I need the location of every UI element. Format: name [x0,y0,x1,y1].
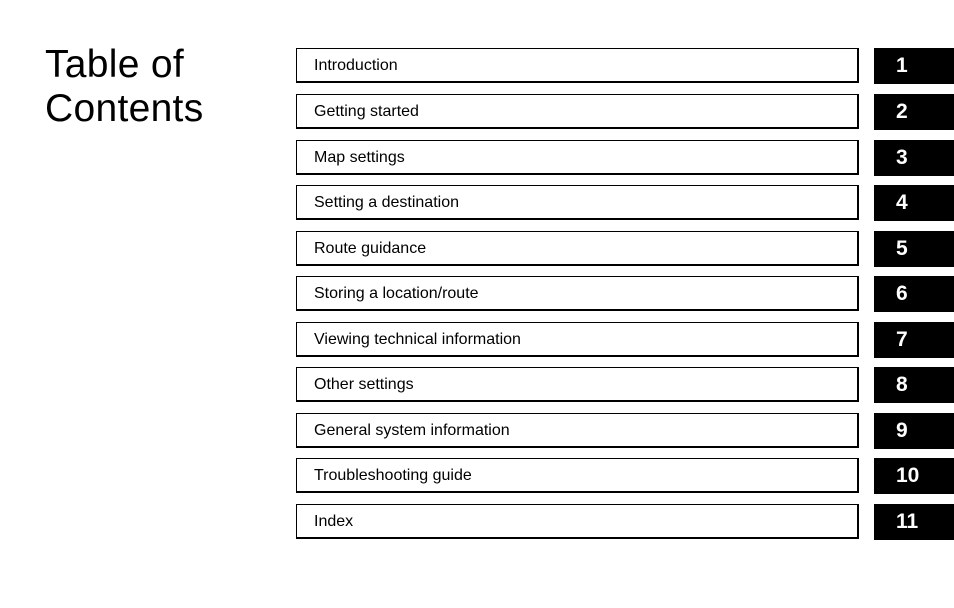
toc-entry-route-guidance[interactable] [296,231,954,267]
toc-label-box[interactable] [296,140,859,175]
chapter-tab[interactable] [874,94,954,130]
chapter-number: 8 [896,373,908,396]
chapter-number: 2 [896,100,908,123]
toc-label[interactable]: Setting a destination [314,194,459,211]
chapter-number: 7 [896,328,908,351]
chapter-number: 9 [896,419,908,442]
chapter-tab[interactable] [874,322,954,358]
chapter-number: 10 [896,464,920,487]
chapter-tab[interactable] [874,48,954,84]
toc-label[interactable]: Getting started [314,103,419,120]
toc-entry-getting-started[interactable] [296,94,954,130]
chapter-tab[interactable] [874,231,954,267]
toc-label-box[interactable] [296,276,859,311]
chapter-tab[interactable] [874,504,954,540]
chapter-number: 4 [896,191,908,214]
toc-label[interactable]: Other settings [314,376,414,393]
chapter-number: 3 [896,146,908,169]
toc-entry-setting-a-destination[interactable] [296,185,954,221]
chapter-number: 6 [896,282,908,305]
toc-label[interactable]: Map settings [314,149,405,166]
toc-label[interactable]: Troubleshooting guide [314,467,472,484]
page-title [45,43,204,131]
toc-label[interactable]: Route guidance [314,240,427,257]
toc-label[interactable]: Introduction [314,57,398,74]
toc-entry-storing-a-location-route[interactable] [296,276,954,312]
toc-label[interactable]: Index [314,513,354,530]
toc-label-box[interactable] [296,504,859,539]
toc-label-box[interactable] [296,185,859,220]
chapter-number: 1 [896,54,908,77]
toc-label-box[interactable] [296,413,859,448]
toc-label-box[interactable] [296,322,859,357]
toc-label-box[interactable] [296,231,859,266]
toc-label[interactable]: Storing a location/route [314,285,479,302]
toc-label[interactable]: Viewing technical information [314,331,521,348]
chapter-tab[interactable] [874,276,954,312]
chapter-tab[interactable] [874,458,954,494]
chapter-tab[interactable] [874,185,954,221]
toc-entry-troubleshooting-guide[interactable] [296,458,954,494]
toc-label-box[interactable] [296,94,859,129]
chapter-tab[interactable] [874,367,954,403]
chapter-tab[interactable] [874,413,954,449]
page-title-line-1: Table of [45,43,184,86]
toc-entry-index[interactable] [296,504,954,540]
toc-label-box[interactable] [296,367,859,402]
toc-label-box[interactable] [296,48,859,83]
toc-entry-viewing-technical-information[interactable] [296,322,954,358]
chapter-tab[interactable] [874,140,954,176]
chapter-number: 11 [896,510,919,533]
chapter-number: 5 [896,237,908,260]
toc-entry-general-system-information[interactable] [296,413,954,449]
toc-entry-map-settings[interactable] [296,140,954,176]
toc-entry-other-settings[interactable] [296,367,954,403]
toc-label-box[interactable] [296,458,859,493]
toc-entry-introduction[interactable] [296,48,954,84]
toc-label[interactable]: General system information [314,422,510,439]
page-title-line-2: Contents [45,87,204,130]
